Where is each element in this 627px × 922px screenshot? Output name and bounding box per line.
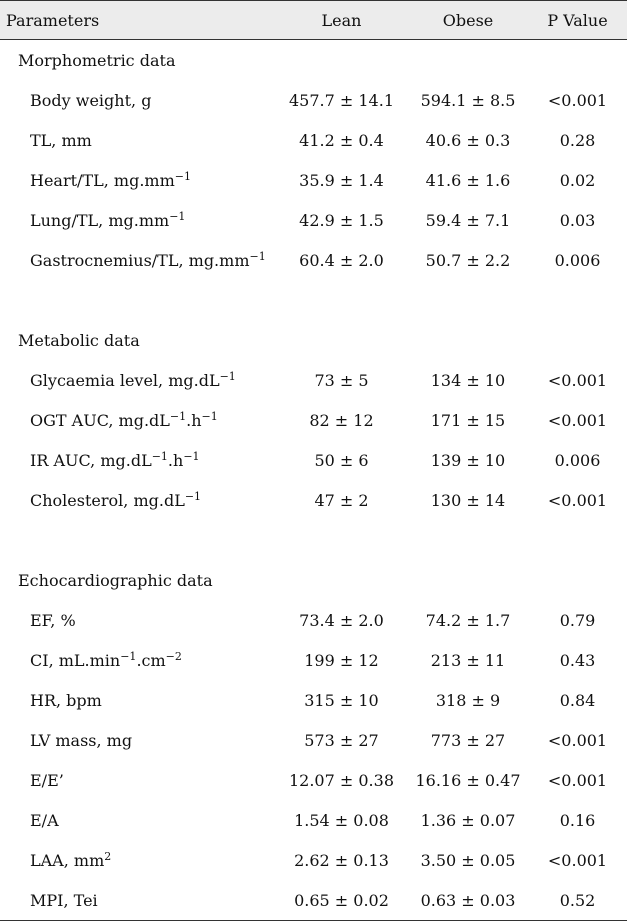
- cell-lean: 1.54 ± 0.08: [294, 810, 389, 830]
- cell-obese: 134 ± 10: [430, 370, 506, 390]
- row-label: Gastrocnemius/TL, $mg.mm^{-1}$: [30, 249, 266, 270]
- header-parameters: Parameters: [6, 10, 100, 30]
- cell-lean: 73.4 ± 2.0: [299, 610, 384, 630]
- cell-lean: 73 ± 5: [314, 370, 369, 390]
- row-label: E/A: [30, 810, 59, 830]
- cell-obese: 171 ± 15: [430, 410, 506, 430]
- cell-obese: 16.16 ± 0.47: [415, 770, 521, 790]
- row-label: Body weight, g: [30, 90, 152, 110]
- table-row: [0, 840, 627, 880]
- cell-obese: 594.1 ± 8.5: [420, 90, 516, 110]
- cell-lean: 47 ± 2: [314, 490, 369, 510]
- table-row: [0, 200, 627, 240]
- cell-obese: 139 ± 10: [430, 450, 506, 470]
- table-row: [0, 360, 627, 400]
- spacer-row: [0, 520, 627, 560]
- cell-lean: 82 ± 12: [309, 410, 374, 430]
- table-row: [0, 640, 627, 680]
- section-title: Metabolic data: [18, 330, 140, 350]
- table-row: [0, 480, 627, 520]
- table-row: [0, 400, 627, 440]
- cell-lean: 573 ± 27: [304, 730, 379, 750]
- section-title: Morphometric data: [18, 50, 176, 70]
- cell-lean: 199 ± 12: [304, 650, 379, 670]
- table-body: [0, 40, 627, 921]
- cell-obese: 41.6 ± 1.6: [425, 170, 511, 190]
- cell-p-value: 0.16: [559, 810, 596, 830]
- cell-p-value: 0.006: [554, 250, 601, 270]
- cell-lean: 42.9 ± 1.5: [299, 210, 384, 230]
- section-echocardiographic: [0, 560, 627, 600]
- table-row: [0, 240, 627, 280]
- table-row: [0, 720, 627, 760]
- row-label: LV mass, mg: [30, 730, 133, 750]
- cell-p-value: <0.001: [547, 490, 608, 510]
- cell-p-value: 0.006: [554, 450, 601, 470]
- cell-lean: 12.07 ± 0.38: [288, 770, 394, 790]
- cell-p-value: <0.001: [547, 410, 608, 430]
- cell-obese: 74.2 ± 1.7: [425, 610, 511, 630]
- cell-obese: 130 ± 14: [430, 490, 506, 510]
- cell-obese: 50.7 ± 2.2: [425, 250, 511, 270]
- table-row: [0, 120, 627, 160]
- cell-lean: 35.9 ± 1.4: [299, 170, 384, 190]
- cell-obese: 773 ± 27: [430, 730, 506, 750]
- cell-lean: 315 ± 10: [304, 690, 379, 710]
- header-lean: Lean: [321, 10, 362, 30]
- cell-p-value: 0.84: [559, 690, 596, 710]
- row-label: Cholesterol, $mg.dL^{-1}$: [30, 489, 202, 510]
- cell-lean: 50 ± 6: [314, 450, 369, 470]
- cell-obese: 318 ± 9: [435, 690, 501, 710]
- cell-p-value: 0.43: [559, 650, 596, 670]
- cell-lean: 2.62 ± 0.13: [294, 850, 389, 870]
- cell-obese: 40.6 ± 0.3: [425, 130, 511, 150]
- table-row: [0, 160, 627, 200]
- cell-p-value: <0.001: [547, 850, 608, 870]
- table-row: [0, 880, 627, 921]
- cell-obese: 1.36 ± 0.07: [420, 810, 516, 830]
- row-label: OGT AUC, $mg.dL^{-1}.h^{-1}$: [30, 409, 218, 430]
- cell-p-value: 0.28: [559, 130, 596, 150]
- cell-p-value: <0.001: [547, 90, 608, 110]
- section-morphometric: [0, 40, 627, 81]
- table-row: [0, 760, 627, 800]
- cell-lean: 457.7 ± 14.1: [288, 90, 394, 110]
- table-row: [0, 600, 627, 640]
- cell-p-value: 0.79: [559, 610, 596, 630]
- row-label: E/E’: [30, 770, 64, 790]
- cell-obese: 0.63 ± 0.03: [408, 880, 528, 921]
- row-label: LAA, $mm^2$: [30, 849, 112, 870]
- table-row: [0, 440, 627, 480]
- table-row: [0, 80, 627, 120]
- section-metabolic: [0, 320, 627, 360]
- cell-obese: 59.4 ± 7.1: [425, 210, 511, 230]
- cell-obese: 213 ± 11: [430, 650, 506, 670]
- cell-p-value: <0.001: [547, 370, 608, 390]
- cell-p-value: 0.03: [559, 210, 596, 230]
- row-label: CI, $mL.\min^{-1}.cm^{-2}$: [30, 649, 182, 670]
- cell-p-value: <0.001: [547, 730, 608, 750]
- row-label: IR AUC, $mg.dL^{-1}.h^{-1}$: [30, 449, 200, 470]
- table-header: [0, 1, 627, 40]
- header-obese: Obese: [442, 10, 494, 30]
- row-label: Glycaemia level, $mg.dL^{-1}$: [30, 369, 236, 390]
- cell-p-value: 0.02: [559, 170, 596, 190]
- cell-obese: 3.50 ± 0.05: [420, 850, 516, 870]
- row-label: HR, bpm: [30, 690, 102, 710]
- table-row: [0, 680, 627, 720]
- row-label: TL, mm: [30, 130, 92, 150]
- cell-p-value: <0.001: [547, 770, 608, 790]
- header-p-value: P Value: [547, 10, 608, 30]
- row-label: MPI, Tei: [0, 880, 275, 921]
- cell-lean: 0.65 ± 0.02: [275, 880, 408, 921]
- section-title: Echocardiographic data: [18, 570, 213, 590]
- row-label: Heart/TL, $mg.mm^{-1}$: [30, 169, 191, 190]
- table-row: [0, 800, 627, 840]
- cell-p-value: 0.52: [528, 880, 627, 921]
- row-label: Lung/TL, $mg.mm^{-1}$: [30, 209, 186, 230]
- cell-lean: 60.4 ± 2.0: [299, 250, 384, 270]
- header-row: [0, 1, 627, 40]
- row-label: EF, %: [30, 610, 76, 630]
- cell-lean: 41.2 ± 0.4: [299, 130, 384, 150]
- spacer-row: [0, 280, 627, 320]
